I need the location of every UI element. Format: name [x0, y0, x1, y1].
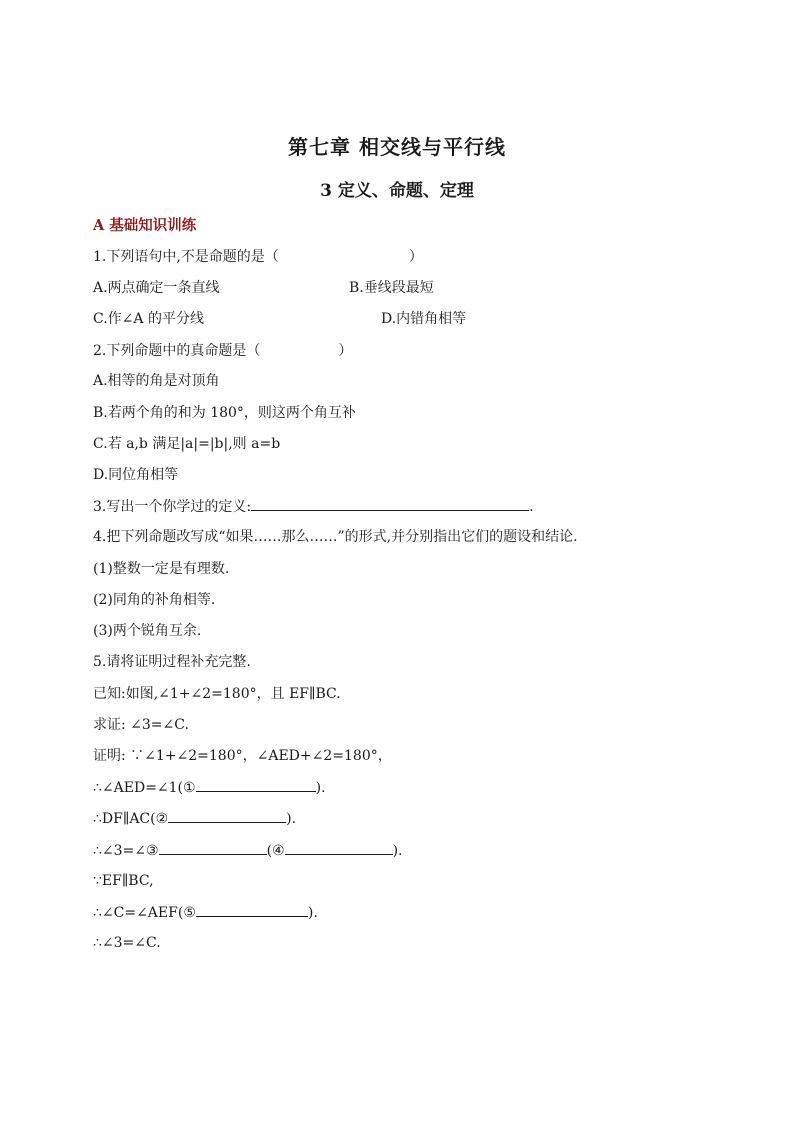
proof-line-4: ∴∠3=∠③ (④ ).	[93, 840, 403, 861]
question-2-stem: 2.下列命题中的真命题是（ ）	[93, 343, 353, 359]
proof-line-2: ∴∠AED=∠1(① ).	[93, 777, 326, 798]
chapter-title: 第七章 相交线与平行线	[288, 135, 506, 159]
question-1-option-d: D.内错角相等	[381, 311, 467, 327]
proof-line-7: ∴∠3=∠C.	[93, 935, 161, 951]
question-4-stem: 4.把下列命题改写成“如果……那么……”的形式,并分别指出它们的题设和结论.	[93, 529, 578, 545]
question-1-stem: 1.下列语句中,不是命题的是（ ）	[93, 249, 423, 265]
proof-line-3: ∴DF∥AC(② ).	[93, 808, 296, 829]
proof-line-5: ∵EF∥BC,	[93, 873, 154, 889]
question-2-option-d: D.同位角相等	[93, 467, 179, 483]
lesson-subtitle: 3 定义、命题、定理	[320, 181, 474, 201]
question-1-option-c: C.作∠A 的平分线	[93, 311, 204, 327]
section-heading: A 基础知识训练	[93, 217, 197, 234]
question-4-part-1: (1)整数一定是有理数.	[93, 561, 230, 577]
answer-blank-1[interactable]	[196, 777, 316, 792]
answer-blank-2[interactable]	[168, 808, 286, 823]
question-4-part-3: (3)两个锐角互余.	[93, 623, 202, 639]
question-5-stem: 5.请将证明过程补充完整.	[93, 654, 251, 670]
question-4-part-2: (2)同角的补角相等.	[93, 592, 216, 608]
question-5-prove: 求证: ∠3=∠C.	[93, 717, 189, 733]
proof-line-1: 证明: ∵∠1+∠2=180°，∠AED+∠2=180°，	[93, 748, 392, 764]
answer-blank-3[interactable]	[159, 840, 267, 855]
question-2-option-a: A.相等的角是对顶角	[93, 373, 220, 389]
answer-blank-5[interactable]	[196, 902, 308, 917]
proof-line-6: ∴∠C=∠AEF(⑤ ).	[93, 902, 318, 923]
question-1-option-b: B.垂线段最短	[349, 280, 434, 296]
question-3: 3.写出一个你学过的定义: .	[93, 496, 534, 517]
question-5-given: 已知:如图,∠1+∠2=180°，且 EF∥BC.	[93, 686, 341, 702]
question-2-option-b: B.若两个角的和为 180°，则这两个角互补	[93, 405, 356, 421]
answer-blank[interactable]	[251, 496, 529, 511]
question-1-option-a: A.两点确定一条直线	[93, 280, 220, 296]
answer-blank-4[interactable]	[285, 840, 393, 855]
question-2-option-c: C.若 a,b 满足|a|=|b|,则 a=b	[93, 436, 281, 452]
